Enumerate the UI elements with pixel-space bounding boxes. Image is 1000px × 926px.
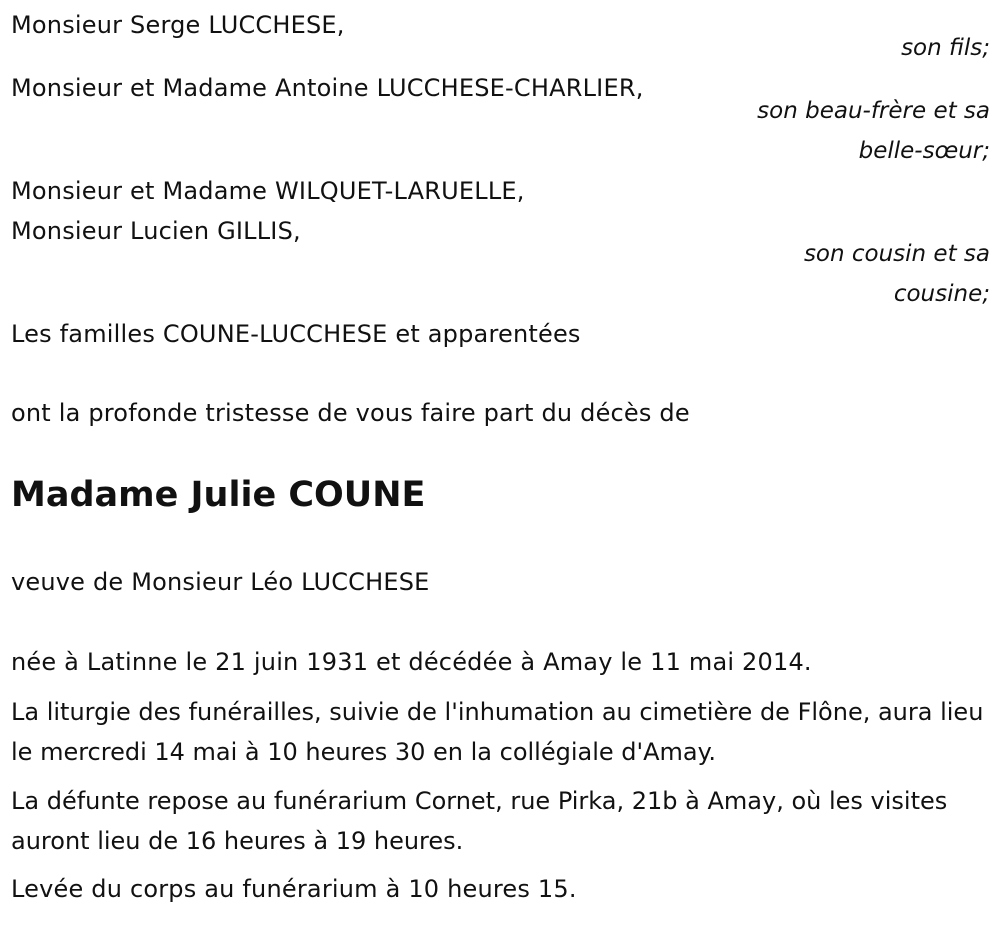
rest-paragraph: La défunte repose au funérarium Cornet, rue Pirka, 21b à Amay, où les visites auront lieu de 16 heures à 19 heures. — [11, 787, 948, 855]
departure-text: Levée du corps au funérarium à 10 heures 15. — [11, 875, 577, 903]
birth-death-text: née à Latinne le 21 juin 1931 et décédée à Amay le 11 mai 2014. — [11, 648, 812, 676]
announcement-text: ont la profonde tristesse de vous faire part du décès de — [11, 399, 690, 427]
deceased-name: Madame Julie COUNE — [11, 475, 426, 515]
family-member-relation: cousine; — [893, 281, 990, 307]
family-member-name: Monsieur Lucien GILLIS, — [11, 217, 301, 245]
widow-of-text: veuve de Monsieur Léo LUCCHESE — [11, 568, 430, 596]
family-member-relation: son beau-frère et sa — [757, 98, 990, 124]
family-member-name: Monsieur et Madame Antoine LUCCHESE-CHARLIER, — [11, 74, 644, 102]
funeral-paragraph: La liturgie des funérailles, suivie de l'inhumation au cimetière de Flône, aura lieu le mercredi 14 mai à 10 heures 30 en la collégiale d'Amay. — [11, 698, 984, 766]
family-member-name: Monsieur et Madame WILQUET-LARUELLE, — [11, 177, 525, 205]
family-member-name: Monsieur Serge LUCCHESE, — [11, 11, 345, 39]
family-member-relation: son cousin et sa — [803, 241, 990, 267]
family-member-name: Les familles COUNE-LUCCHESE et apparentées — [11, 320, 581, 348]
obituary-notice — [11, 0, 990, 926]
family-member-relation: son fils; — [901, 35, 990, 61]
family-member-relation: belle-sœur; — [858, 138, 990, 164]
